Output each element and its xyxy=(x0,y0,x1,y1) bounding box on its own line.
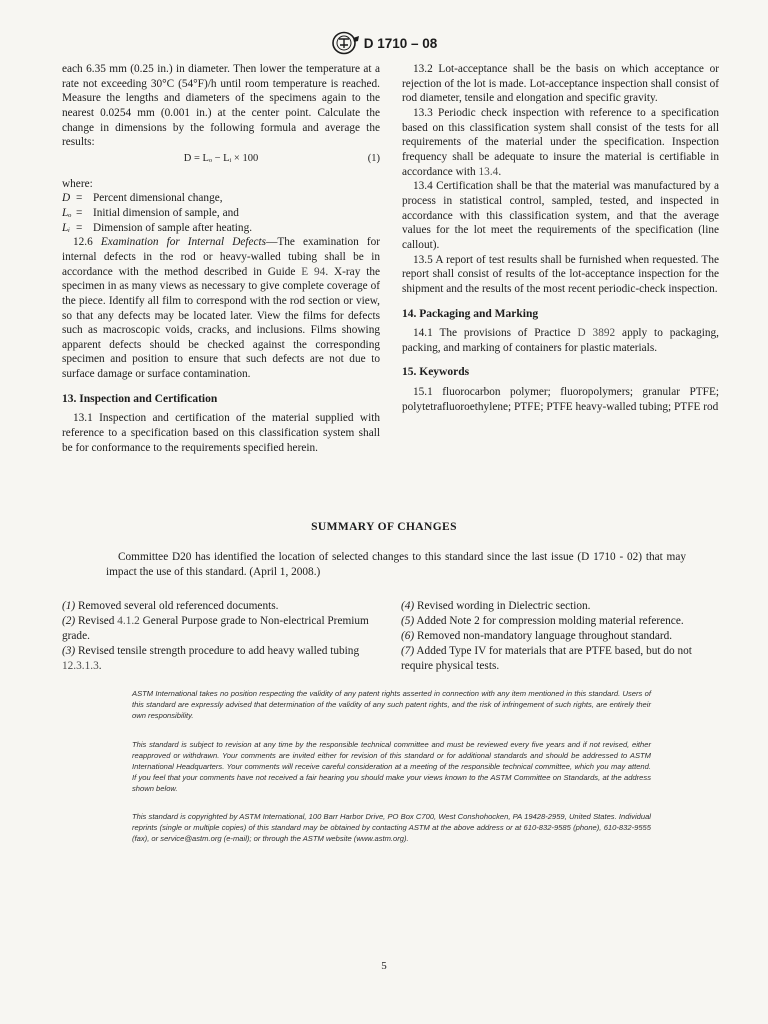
reference-link-13-4[interactable]: 13.4 xyxy=(478,165,499,178)
paragraph-text: —The examination for internal defects in the rod or heavy-walled tubing shall be in accordance with the method described in Guide xyxy=(62,236,380,278)
section-15-heading: 15. Keywords xyxy=(402,366,470,379)
astm-logo-icon xyxy=(331,31,361,55)
paragraph-15-1: 15.1 fluorocarbon polymer; fluoropolymers; granular PTFE; polytetrafluoroethylene; PTFE; PTFE heavy-walled tubing; PTFE rod xyxy=(402,386,719,413)
change-text: Added Type IV for materials that are PTFE based, but do not require physical tests. xyxy=(401,645,692,672)
paragraph-text: . X-ray the specimen in as many views as necessary to give complete coverage of the piece. Identify all film to correspond with the rod section or view, so that any defects may be located later. View the films for defects such as macroscopic voids, cracks, and inclusions. Films showing apparent defects should be checked against the corresponding specimen and position to ensure that such defects are not due to surface damage or surface contamination. xyxy=(62,265,380,381)
change-text: Removed non-mandatory language throughout standard. xyxy=(414,630,673,642)
left-column xyxy=(62,62,380,455)
equation-number: (1) xyxy=(367,152,380,164)
change-item xyxy=(62,614,380,644)
section-14-heading: 14. Packaging and Marking xyxy=(402,307,539,320)
change-text: Revised tensile strength procedure to add heavy walled tubing xyxy=(75,645,360,657)
change-number: (7) xyxy=(401,645,415,657)
variable-definitions xyxy=(62,191,252,235)
definition-row xyxy=(62,221,252,236)
definition-row xyxy=(62,191,252,206)
changes-list-right xyxy=(401,599,719,674)
reference-link-4-1-2[interactable]: 4.1.2 xyxy=(117,615,140,627)
paragraph-12-6 xyxy=(62,235,380,382)
document-id: D 1710 – 08 xyxy=(363,35,438,51)
change-text: Removed several old referenced documents. xyxy=(75,600,279,612)
page-number: 5 xyxy=(381,960,387,972)
reference-link-12-3-1-3[interactable]: 12.3.1.3 xyxy=(62,660,99,672)
change-item xyxy=(62,644,380,674)
changes-list-left xyxy=(62,599,380,674)
change-number: (2) xyxy=(62,615,76,627)
right-column xyxy=(402,62,719,414)
copyright-notice: This standard is copyrighted by ASTM International, 100 Barr Harbor Drive, PO Box C700, West Conshohocken, PA 19428-2959, United States. Individual reprints (single or multiple copies) of this standard may be obtained by contacting ASTM at the above address or at 610-832-9585 (phone), 610-832-9555 (fax), or service@astm.org (e-mail); or through the ASTM website (www.astm.org). xyxy=(132,812,651,843)
change-text: General Purpose grade to Non-electrical Premium grade. xyxy=(62,615,369,642)
change-number: (3) xyxy=(62,645,76,657)
paragraph-12-5-continued: each 6.35 mm (0.25 in.) in diameter. Then lower the temperature at a rate not exceeding 30°C (54°F)/h until room temperature is reached. Measure the lengths and diameters of the specimens again to the nearest 0.0254 mm (0.001 in.) at the center point. Calculate the change in dimensions by the following formula and average the results: xyxy=(62,63,380,149)
reference-link-d3892[interactable]: D 3892 xyxy=(577,327,616,340)
paragraph-14-1 xyxy=(402,326,719,355)
paragraph-text: 13.3 Periodic check inspection with reference to a specification based on this classification system shall consist of the tests for all requirements of the material under the specification. Inspection frequency shall be adequate to insure the material is certifiable in accordance with xyxy=(402,106,719,178)
paragraph-13-2: 13.2 Lot-acceptance shall be the basis on which acceptance or rejection of the lot is made. Lot-acceptance inspection shall consist of rod diameter, tensile and elongation and specific gravity. xyxy=(402,63,719,105)
definition-text: Percent dimensional change, xyxy=(93,192,223,205)
definition-row xyxy=(62,206,252,221)
definition-symbol: D xyxy=(62,192,71,205)
change-item xyxy=(401,644,719,674)
paragraph-text: 14.1 The provisions of Practice xyxy=(413,327,578,340)
definition-equals: = xyxy=(76,221,83,234)
change-text: . xyxy=(98,660,102,672)
change-number: (5) xyxy=(401,615,415,627)
change-number: (4) xyxy=(401,600,415,612)
change-number: (6) xyxy=(401,630,415,642)
definition-symbol: Lₒ xyxy=(62,206,72,219)
equation-1 xyxy=(62,152,380,167)
definition-text: Dimension of sample after heating. xyxy=(93,221,253,234)
section-13-heading: 13. Inspection and Certification xyxy=(62,392,218,405)
change-text: Revised wording in Dielectric section. xyxy=(414,600,591,612)
paragraph-title: Examination for Internal Defects xyxy=(100,236,267,249)
definition-symbol: Lᵢ xyxy=(62,221,71,234)
paragraph-13-5: 13.5 A report of test results shall be furnished when requested. The report shall consist of results of the lot-acceptance inspection for the shipment and the results of the most recent periodic-check inspection. xyxy=(402,253,719,295)
patent-notice: ASTM International takes no position respecting the validity of any patent rights asserted in connection with any item mentioned in this standard. Users of this standard are expressly advised that determination of the validity of any such patent rights, and the risk of infringement of such rights, are entirely their own responsibility. xyxy=(132,689,651,720)
paragraph-number: 12.6 xyxy=(73,236,93,249)
definition-text: Initial dimension of sample, and xyxy=(93,206,239,219)
change-text: Added Note 2 for compression molding material reference. xyxy=(414,615,684,627)
definition-equals: = xyxy=(76,206,83,219)
where-label: where: xyxy=(62,177,93,190)
paragraph-13-1: 13.1 Inspection and certification of the material supplied with reference to a specification based on this classification system shall be for conformance to the requirements specified herein. xyxy=(62,412,380,454)
revision-notice: This standard is subject to revision at any time by the responsible technical committee and must be reviewed every five years and if not revised, either reapproved or withdrawn. Your comments are invited either for revision of this standard or for additional standards and should be addressed to ASTM International Headquarters. Your comments will receive careful consideration at a meeting of the responsible technical committee, which you may attend. If you feel that your comments have not received a fair hearing you should make your views known to the ASTM Committee on Standards, at the address shown below. xyxy=(132,740,651,793)
paragraph-text: apply to packaging, packing, and marking of containers for plastic materials. xyxy=(402,327,719,354)
summary-title: SUMMARY OF CHANGES xyxy=(311,521,457,533)
summary-intro: Committee D20 has identified the location of selected changes to this standard since the last issue (D 1710 - 02) that may impact the use of this standard. (April 1, 2008.) xyxy=(106,551,686,578)
change-item xyxy=(62,599,380,614)
equation-formula: D = Lₒ − Lᵢ × 100 xyxy=(183,152,259,164)
change-text: Revised xyxy=(75,615,118,627)
paragraph-13-4: 13.4 Certification shall be that the material was manufactured by a process in statistical control, sampled, tested, and inspected in accordance with this classification system, and that the average values for the lot meet the requirements of the specification (line callout). xyxy=(402,180,719,251)
change-item xyxy=(401,599,719,614)
paragraph-13-3 xyxy=(402,106,719,179)
reference-link-e94[interactable]: E 94 xyxy=(301,265,326,278)
page-header xyxy=(0,31,768,55)
definition-equals: = xyxy=(76,192,83,205)
paragraph-text: . xyxy=(498,165,502,178)
change-number: (1) xyxy=(62,600,76,612)
change-item xyxy=(401,629,719,644)
change-item xyxy=(401,614,719,629)
